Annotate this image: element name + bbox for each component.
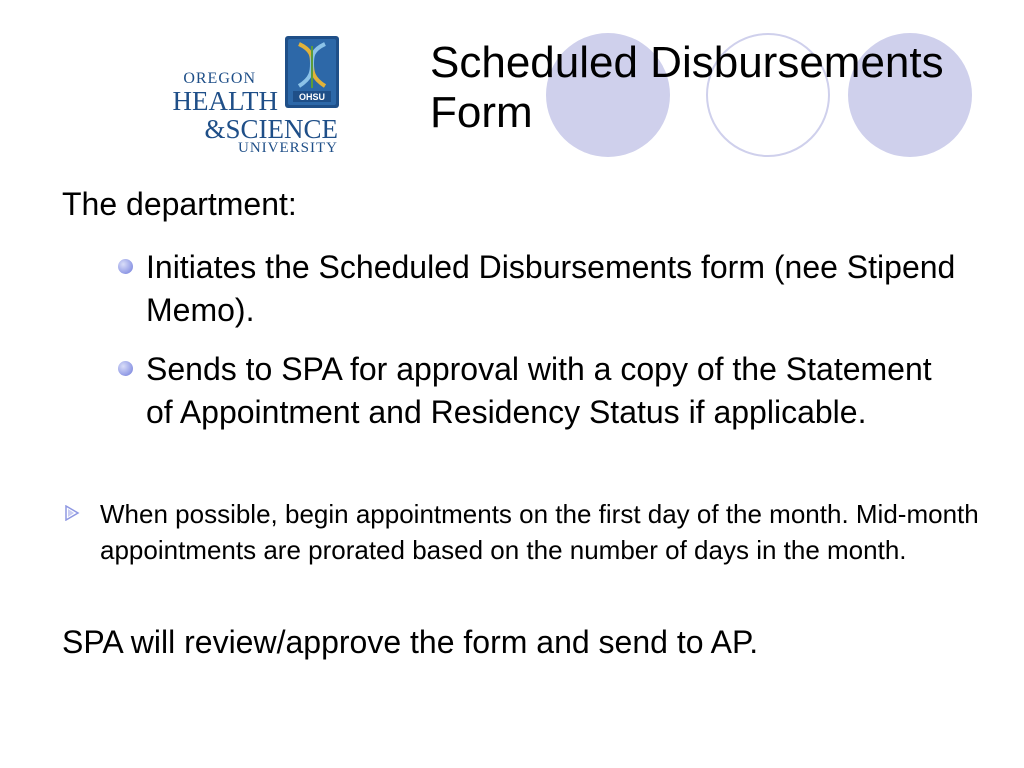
logo-badge-text: OHSU [298,92,326,102]
bullet-item-2: Sends to SPA for approval with a copy of the Statement of Appointment and Residency Status if applicable. [146,351,932,430]
ohsu-logo [164,36,342,160]
bullet-item-1: Initiates the Scheduled Disbursements form (nee Stipend Memo). [146,249,956,328]
logo-text-science: &SCIENCE [204,114,338,144]
bullet-dot-icon [118,361,133,376]
logo-text-university: UNIVERSITY [238,140,338,156]
arrow-bullet-icon [64,505,80,521]
slide-title: Scheduled Disbursements Form [430,38,944,137]
closing-text: SPA will review/approve the form and send to AP. [62,624,759,660]
ohsu-emblem-icon [285,36,339,108]
bullet-dot-icon [118,259,133,274]
logo-text-health: HEALTH [172,86,278,116]
note-text: When possible, begin appointments on the first day of the month. Mid-month appointments are prorated based on the number of days in the month. [100,499,979,565]
intro-text: The department: [62,186,297,222]
logo-text-oregon: OREGON [183,70,256,87]
